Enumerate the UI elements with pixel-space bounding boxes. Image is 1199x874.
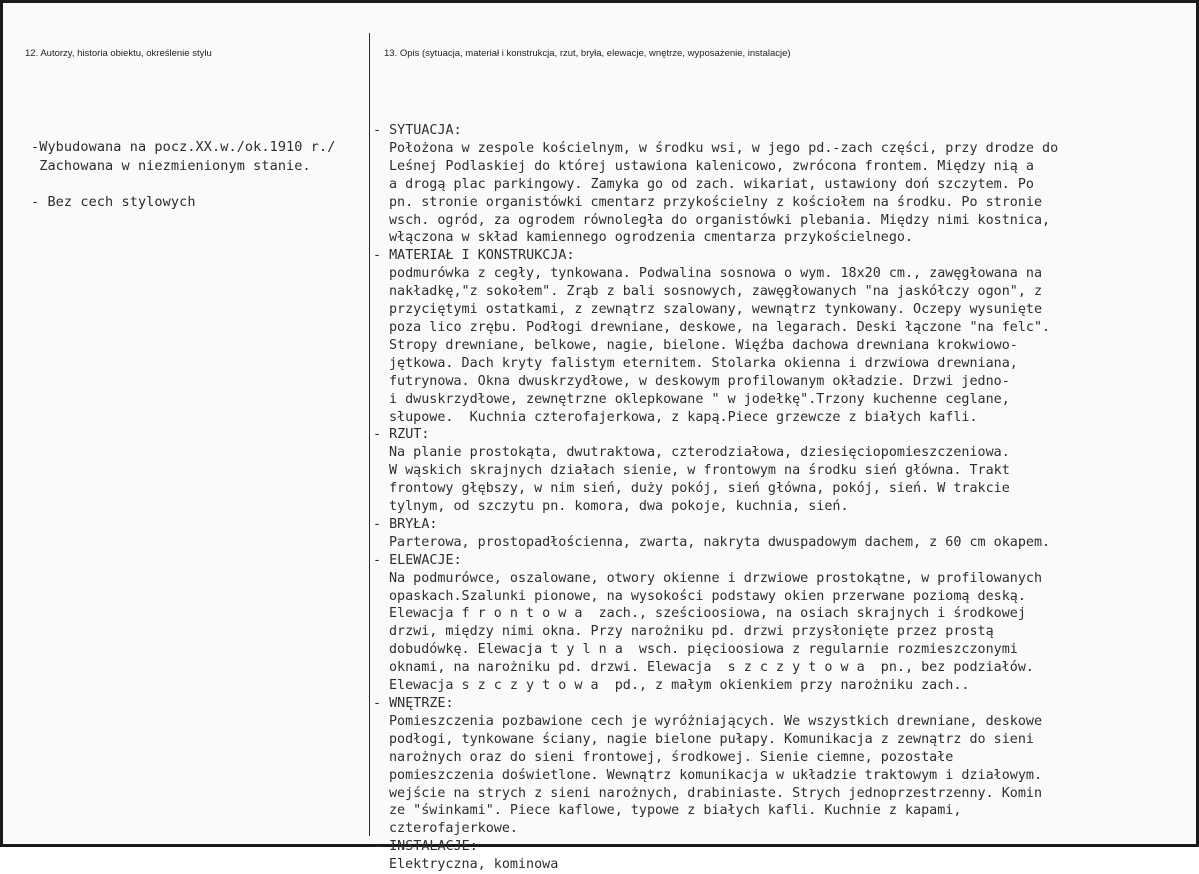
description-text <box>373 122 1195 874</box>
section-text-line: a drogą plac parkingowy. Zamyka go od zach. wikariat, ustawiony doń szczytem. Po <box>389 176 1034 192</box>
right-column-heading: 13. Opis (sytuacja, materiał i konstrukcja, rzut, bryła, elewacje, wnętrze, wyposażenie, instalacje) <box>384 48 791 59</box>
section-text-line: podłogi, tynkowane ściany, nagie bielone pułapy. Komunikacja z zewnątrz do sieni <box>389 731 1034 747</box>
section-text-line: przyciętymi ostatkami, z zewnątrz szalowany, wewnątrz tynkowany. Oczepy wysunięte <box>389 302 1043 318</box>
section-text-line: opaskach.Szalunki pionowe, na wysokości podstawy okien przerwane poziomą deską. <box>389 588 1026 604</box>
section-text-line: Elewacja s z c z y t o w a pd., z małym okienkiem przy narożniku zach.. <box>389 678 970 694</box>
section-title: - INSTALACJE: <box>373 839 478 855</box>
section-title: - ELEWACJE: <box>373 552 462 568</box>
description-section <box>373 516 1195 552</box>
description-section <box>373 247 1195 426</box>
section-text-line: Na planie prostokąta, dwutraktowa, czterodziałowa, dziesięciopomieszczeniowa. <box>389 445 1010 461</box>
section-text-line: frontowy głębszy, w nim sień, duży pokój, sień główna, pokój, sień. W trakcie <box>389 481 1010 497</box>
section-text-line: pomieszczenia doświetlone. Wewnątrz komunikacja w układzie traktowym i działowym. <box>389 767 1043 783</box>
section-text-line: podmurówka z cegły, tynkowana. Podwalina sosnowa o wym. 18x20 cm., zawęgłowana na <box>389 266 1043 282</box>
section-title: - BRYŁA: <box>373 516 438 532</box>
section-text-line: poza lico zrębu. Podłogi drewniane, deskowe, na legarach. Deski łączone "na felc". <box>389 319 1051 335</box>
left-text-line: - Bez cech stylowych <box>31 194 196 210</box>
description-section <box>373 838 1195 874</box>
section-text-line: nakładkę,"z sokołem". Zrąb z bali sosnowych, zawęgłowanych "na jaskółczy ogon", z <box>389 284 1043 300</box>
blank-line <box>31 176 367 193</box>
section-title: - RZUT: <box>373 427 430 443</box>
section-title: - SYTUACJA: <box>373 123 462 138</box>
description-section <box>373 695 1195 838</box>
description-section <box>373 552 1195 695</box>
section-text-line: Leśnej Podlaskiej do której ustawiona kalenicowo, zwrócona frontem. Między nią a <box>389 158 1034 174</box>
section-text-line: Stropy drewniane, belkowe, nagie, bielone. Więźba dachowa drewniana krokwiowo- <box>389 337 1018 353</box>
description-section <box>373 426 1195 516</box>
section-text-line: ze "świnkami". Piece kaflowe, typowe z białych kafli. Kuchnie z kapami, <box>389 803 962 819</box>
section-text-line: włączona w skład kamiennego ogrodzenia cmentarza przykościelnego. <box>389 230 914 246</box>
authors-history-style-text <box>31 138 367 212</box>
section-text-line: dobudówkę. Elewacja t y l n a wsch. pięcioosiowa z regularnie rozmieszczonymi <box>389 642 1018 658</box>
section-text-line: słupowe. Kuchnia czterofajerkowa, z kapą.Piece grzewcze z białych kafli. <box>389 409 978 425</box>
section-text-line: Na podmurówce, oszalowane, otwory okienne i drzwiowe prostokątne, w profilowanych <box>389 570 1043 586</box>
section-text-line: futrynowa. Okna dwuskrzydłowe, w deskowym profilowanym okładzie. Drzwi jedno- <box>389 373 1010 389</box>
section-text-line: pn. stronie organistówki cmentarz przykościelny z kościołem na środku. Po stronie <box>389 194 1043 210</box>
section-text-line: Parterowa, prostopadłościenna, zwarta, nakryta dwuspadowym dachem, z 60 cm okapem. <box>389 534 1051 550</box>
section-text-line: oknami, na narożniku pd. drzwi. Elewacja s z c z y t o w a pn., bez podziałów. <box>389 660 1034 676</box>
left-text-line: -Wybudowana na pocz.XX.w./ok.1910 r./ <box>31 139 336 155</box>
section-text-line: Elewacja f r o n t o w a zach., sześcioosiowa, na osiach skrajnych i środkowej <box>389 606 1026 622</box>
section-text-line: Pomieszczenia pozbawione cech je wyróżniających. We wszystkich drewniane, deskowe <box>389 713 1043 729</box>
section-text-line: drzwi, między nimi okna. Przy narożniku pd. drzwi przysłonięte przez prostą <box>389 624 994 640</box>
section-text-line: wsch. ogród, za ogrodem równoległa do organistówki plebania. Między nimi kostnica, <box>389 212 1051 228</box>
section-text-line: narożnych oraz do sieni frontowej, środkowej. Sienie ciemne, pozostałe <box>389 749 954 765</box>
section-text-line: Elektryczna, kominowa <box>389 857 559 873</box>
section-text-line: W wąskich skrajnych działach sienie, w frontowym na środku sień główna. Trakt <box>389 463 1010 479</box>
section-text-line: i dwuskrzydłowe, zewnętrzne oklepkowane " w jodełkę".Trzony kuchenne ceglane, <box>389 391 1010 407</box>
section-text-line: wejście na strych z sieni narożnych, drabiniaste. Strych jednoprzestrzenny. Komin <box>389 785 1043 801</box>
section-text-line: Położona w zespole kościelnym, w środku wsi, w jego pd.-zach części, przy drodze do <box>389 140 1059 156</box>
left-text-line: Zachowana w niezmienionym stanie. <box>31 158 311 174</box>
column-divider <box>369 33 370 836</box>
section-title: - WNĘTRZE: <box>373 696 454 711</box>
left-column-heading: 12. Autorzy, historia obiektu, określenie stylu <box>25 48 212 59</box>
section-text-line: tylnym, od szczytu pn. komora, dwa pokoje, kuchnia, sień. <box>389 499 849 515</box>
section-text-line: czterofajerkowe. <box>389 821 518 837</box>
description-section <box>373 122 1195 247</box>
section-title: - MATERIAŁ I KONSTRUKCJA: <box>373 248 575 264</box>
section-text-line: jętkowa. Dach kryty falistym eternitem. Stolarka okienna i drzwiowa drewniana, <box>389 355 1018 371</box>
